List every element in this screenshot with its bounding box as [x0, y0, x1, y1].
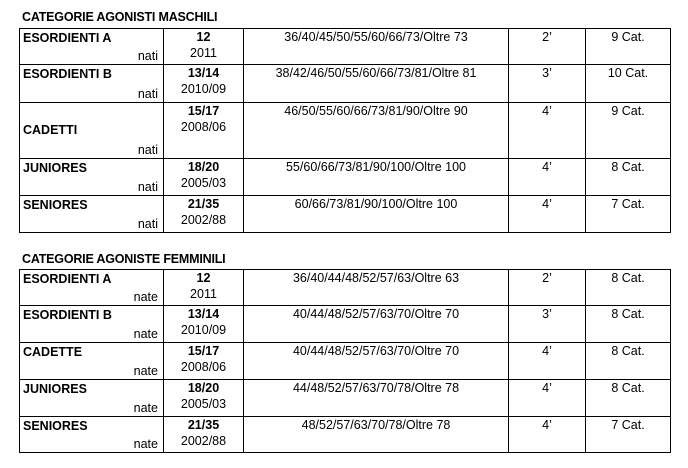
category-cell	[20, 29, 164, 65]
weights-cell	[244, 65, 509, 103]
weight-classes: 36/40/44/48/52/57/63/Oltre 63	[292, 271, 460, 285]
cats-cell	[586, 159, 671, 196]
cats-cell	[586, 380, 671, 417]
category-name: CADETTE	[23, 345, 83, 359]
age-value: 13/14	[187, 66, 220, 80]
duration-cell	[509, 343, 586, 380]
birth-years: 2005/03	[180, 176, 227, 190]
category-count: 9 Cat.	[611, 104, 645, 118]
weight-classes: 38/42/46/50/55/60/66/73/81/Oltre 81	[275, 66, 477, 80]
category-cell	[20, 159, 164, 196]
birth-years: 2010/09	[180, 323, 227, 337]
birth-years: 2005/03	[180, 397, 227, 411]
match-duration: 4’	[542, 104, 552, 118]
weight-classes: 60/66/73/81/90/100/Oltre 100	[294, 197, 458, 211]
match-duration: 2’	[542, 30, 552, 44]
category-cell	[20, 65, 164, 103]
category-name: JUNIORES	[23, 161, 87, 175]
duration-cell	[509, 65, 586, 103]
weight-classes: 40/44/48/52/57/63/70/Oltre 70	[292, 344, 460, 358]
weights-cell	[244, 306, 509, 343]
weight-classes: 55/60/66/73/81/90/100/Oltre 100	[285, 160, 466, 174]
age-value: 13/14	[187, 307, 220, 321]
weights-cell	[244, 417, 509, 453]
category-count: 9 Cat.	[611, 30, 645, 44]
duration-cell	[509, 270, 586, 306]
cats-cell	[586, 306, 671, 343]
weights-cell	[244, 196, 509, 233]
category-name: ESORDIENTI B	[23, 67, 112, 81]
birth-years: 2010/09	[180, 82, 227, 96]
cats-cell	[586, 270, 671, 306]
category-name: ESORDIENTI B	[23, 308, 112, 322]
category-cell	[20, 380, 164, 417]
weight-classes: 36/40/45/50/55/60/66/73/Oltre 73	[284, 30, 468, 44]
age-cell	[164, 29, 244, 65]
duration-cell	[509, 380, 586, 417]
birth-years: 2008/06	[180, 120, 227, 134]
age-cell	[164, 306, 244, 343]
table-row	[20, 343, 671, 380]
category-count: 8 Cat.	[611, 307, 645, 321]
age-cell	[164, 159, 244, 196]
table-row	[20, 29, 671, 65]
weights-cell	[244, 103, 509, 159]
born-label: nate	[133, 401, 158, 415]
birth-years: 2002/88	[180, 213, 227, 227]
born-label: nate	[133, 364, 158, 378]
category-count: 8 Cat.	[611, 160, 645, 174]
category-count: 8 Cat.	[611, 271, 645, 285]
birth-years: 2011	[190, 46, 217, 60]
match-duration: 4’	[542, 344, 552, 358]
table-row	[20, 103, 671, 159]
category-name: ESORDIENTI A	[23, 272, 112, 286]
match-duration: 4’	[542, 381, 552, 395]
weights-cell	[244, 29, 509, 65]
weights-cell	[244, 159, 509, 196]
birth-years: 2011	[190, 287, 217, 301]
match-duration: 4’	[542, 197, 552, 211]
category-name: SENIORES	[23, 198, 88, 212]
category-cell	[20, 343, 164, 380]
duration-cell	[509, 196, 586, 233]
age-cell	[164, 65, 244, 103]
age-cell	[164, 343, 244, 380]
age-value: 12	[196, 30, 211, 44]
weight-classes: 44/48/52/57/63/70/78/Oltre 78	[292, 381, 460, 395]
age-cell	[164, 196, 244, 233]
category-count: 7 Cat.	[611, 197, 645, 211]
age-value: 21/35	[187, 197, 220, 211]
cats-cell	[586, 29, 671, 65]
cats-cell	[586, 196, 671, 233]
category-name: CADETTI	[23, 123, 78, 137]
duration-cell	[509, 159, 586, 196]
match-duration: 4’	[542, 418, 552, 432]
cats-cell	[586, 103, 671, 159]
category-cell	[20, 196, 164, 233]
weight-classes: 48/52/57/63/70/78/Oltre 78	[301, 418, 451, 432]
match-duration: 4’	[542, 160, 552, 174]
table-femminili	[19, 269, 671, 453]
born-label: nati	[137, 180, 158, 194]
category-count: 7 Cat.	[611, 418, 645, 432]
weight-classes: 46/50/55/60/66/73/81/90/Oltre 90	[284, 104, 468, 118]
age-cell	[164, 417, 244, 453]
section-title-maschili: CATEGORIE AGONISTI MASCHILI	[22, 10, 218, 24]
born-label: nate	[133, 437, 158, 451]
table-row	[20, 380, 671, 417]
category-cell	[20, 270, 164, 306]
table-row	[20, 306, 671, 343]
weights-cell	[244, 270, 509, 306]
age-value: 18/20	[187, 381, 220, 395]
table-row	[20, 65, 671, 103]
weight-classes: 40/44/48/52/57/63/70/Oltre 70	[292, 307, 460, 321]
born-label: nati	[137, 217, 158, 231]
birth-years: 2008/06	[180, 360, 227, 374]
category-name: SENIORES	[23, 419, 88, 433]
cats-cell	[586, 343, 671, 380]
table-row	[20, 196, 671, 233]
match-duration: 3’	[542, 307, 552, 321]
category-name: JUNIORES	[23, 382, 87, 396]
category-cell	[20, 417, 164, 453]
category-cell	[20, 103, 164, 159]
age-value: 21/35	[187, 418, 220, 432]
duration-cell	[509, 417, 586, 453]
table-row	[20, 417, 671, 453]
duration-cell	[509, 103, 586, 159]
born-label: nate	[133, 327, 158, 341]
birth-years: 2002/88	[180, 434, 227, 448]
age-value: 18/20	[187, 160, 220, 174]
table-row	[20, 270, 671, 306]
weights-cell	[244, 380, 509, 417]
section-title-femminili: CATEGORIE AGONISTE FEMMINILI	[22, 252, 226, 266]
age-cell	[164, 270, 244, 306]
born-label: nati	[137, 87, 158, 101]
age-value: 12	[196, 271, 211, 285]
duration-cell	[509, 29, 586, 65]
category-name: ESORDIENTI A	[23, 31, 112, 45]
table-row	[20, 159, 671, 196]
cats-cell	[586, 65, 671, 103]
born-label: nate	[133, 290, 158, 304]
age-value: 15/17	[187, 344, 220, 358]
cats-cell	[586, 417, 671, 453]
born-label: nati	[137, 143, 158, 157]
category-count: 8 Cat.	[611, 344, 645, 358]
born-label: nati	[137, 49, 158, 63]
match-duration: 3’	[542, 66, 552, 80]
weights-cell	[244, 343, 509, 380]
age-cell	[164, 103, 244, 159]
category-cell	[20, 306, 164, 343]
age-value: 15/17	[187, 104, 220, 118]
category-count: 8 Cat.	[611, 381, 645, 395]
duration-cell	[509, 306, 586, 343]
category-count: 10 Cat.	[607, 66, 649, 80]
table-maschili	[19, 28, 671, 233]
age-cell	[164, 380, 244, 417]
match-duration: 2’	[542, 271, 552, 285]
